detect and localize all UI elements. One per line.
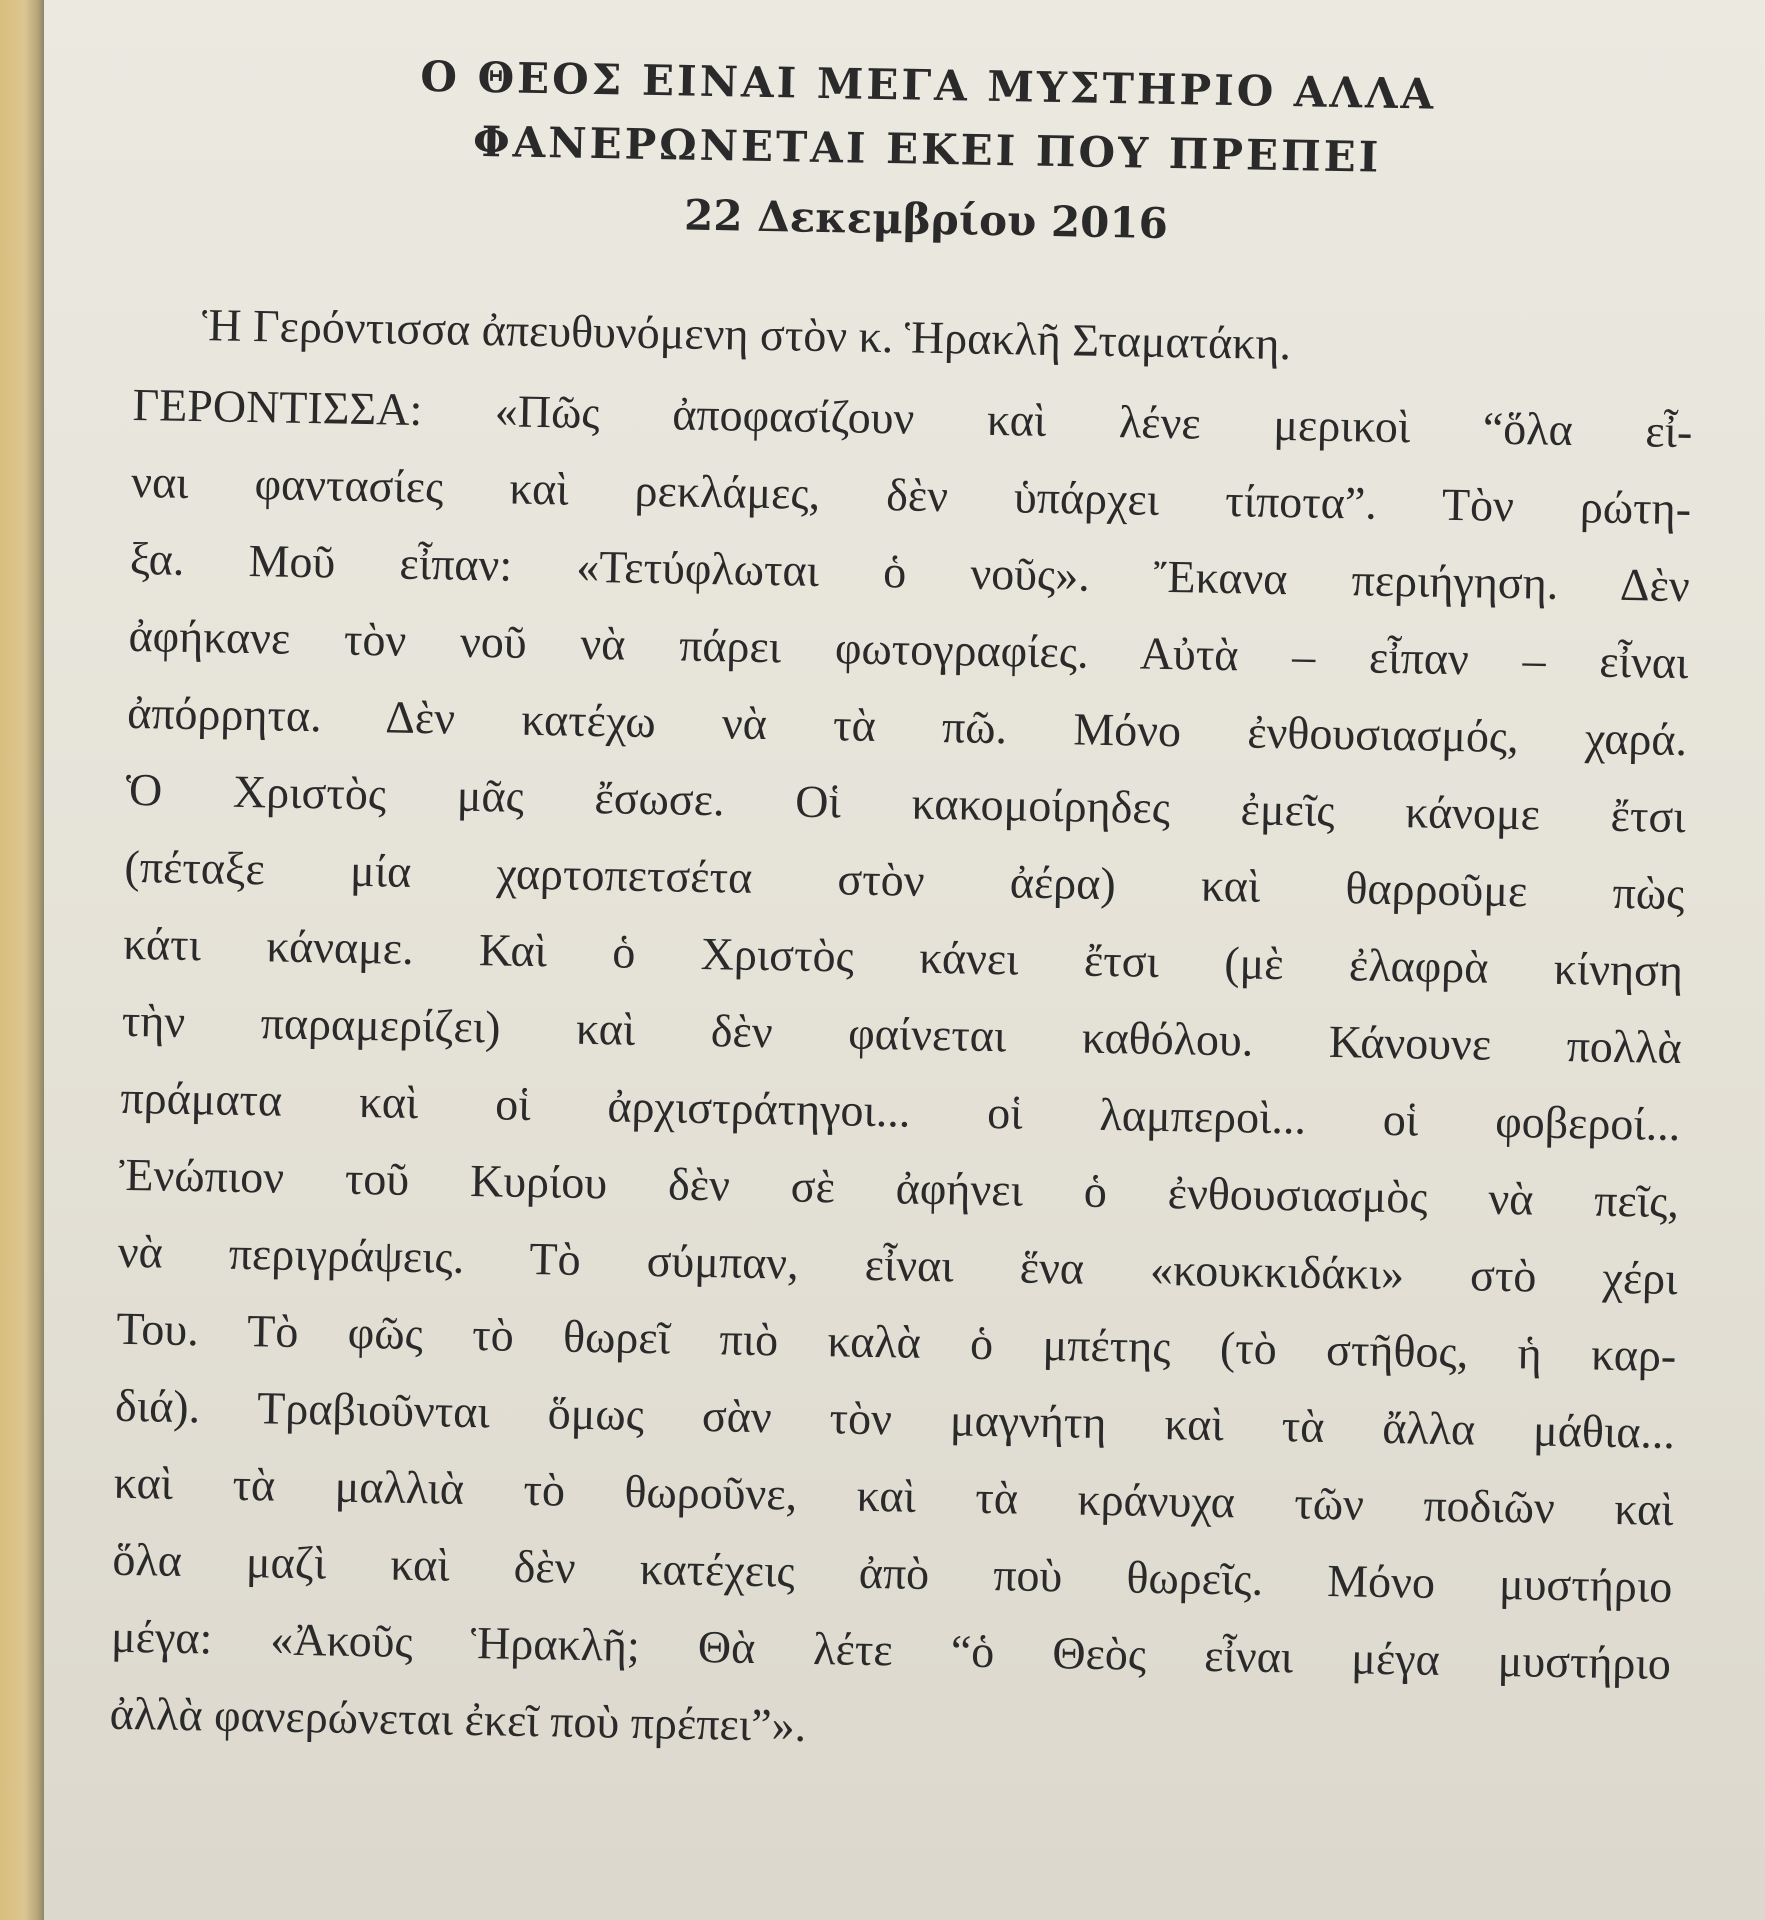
body-line: πράματα καὶ οἱ ἀρχιστράτηγοι... οἱ λαμπεροὶ... οἱ φοβεροί...	[120, 1071, 1681, 1151]
body-line: Ἐνώπιον τοῦ Κυρίου δὲν σὲ ἀφήνει ὁ ἐνθουσιασμὸς νὰ πεῖς,	[118, 1148, 1680, 1228]
body-line: (πέταξε μία χαρτοπετσέτα στὸν ἀέρα) καὶ θαρροῦμε πὼς	[124, 840, 1685, 920]
body-line: Ὁ Χριστὸς μᾶς ἔσωσε. Οἱ κακομοίρηδες ἐμεῖς κάνομε ἔτσι	[125, 763, 1687, 843]
chapter-title	[137, 40, 1699, 195]
body-line-last: ἀλλὰ φανερώνεται ἐκεῖ ποὺ πρέπει”».	[109, 1687, 807, 1751]
body-line: νὰ περιγράψεις. Τὸ σύμπαν, εἶναι ἕνα «κουκκιδάκι» στὸ χέρι	[117, 1225, 1679, 1305]
chapter-title-line-1: Ο ΘΕΟΣ ΕΙΝΑΙ ΜΕΓΑ ΜΥΣΤΗΡΙΟ ΑΛΛΑ	[419, 51, 1437, 119]
book-spine-edge	[0, 0, 44, 1920]
body-line: μέγα: «Ἀκοῦς Ἡρακλῆ; Θὰ λέτε “ὁ Θεὸς εἶναι μέγα μυστήριο	[110, 1610, 1672, 1689]
body-line: ΓΕΡΟΝΤΙΣΣΑ: «Πῶς ἀποφασίζουν καὶ λένε μερικοὶ “ὅλα εἶ-	[132, 378, 1693, 458]
chapter-date: 22 Δεκεμβρίου 2016	[683, 190, 1169, 248]
page-content	[109, 40, 1699, 1779]
body-line: ἀφήκανε τὸν νοῦ νὰ πάρει φωτογραφίες. Αὐτὰ – εἶπαν – εἶναι	[128, 609, 1689, 689]
body-line: Του. Τὸ φῶς τὸ θωρεῖ πιὸ καλὰ ὁ μπέτης (τὸ στῆθος, ἡ καρ-	[116, 1302, 1677, 1382]
body-line: τὴν παραμερίζει) καὶ δὲν φαίνεται καθόλου. Κάνουνε πολλὰ	[121, 994, 1683, 1074]
body-line: κάτι κάναμε. Καὶ ὁ Χριστὸς κάνει ἔτσι (μὲ ἐλαφρὰ κίνηση	[122, 917, 1684, 997]
body-line: καὶ τὰ μαλλιὰ τὸ θωροῦνε, καὶ τὰ κράνυχα τῶν ποδιῶν καὶ	[113, 1456, 1675, 1536]
book-page	[44, 0, 1765, 1920]
body-line: διά). Τραβιοῦνται ὅμως σὰν τὸν μαγνήτη καὶ τὰ ἄλλα μάθια...	[114, 1379, 1676, 1459]
body-line: ναι φαντασίες καὶ ρεκλάμες, δὲν ὑπάρχει τίποτα”. Τὸν ρώτη-	[130, 455, 1692, 535]
body-line: ξα. Μοῦ εἶπαν: «Τετύφλωται ὁ νοῦς». Ἔκανα περιήγηση. Δὲν	[129, 532, 1691, 612]
body-line: ὅλα μαζὶ καὶ δὲν κατέχεις ἀπὸ ποὺ θωρεῖς. Μόνο μυστήριο	[112, 1533, 1673, 1612]
intro-paragraph: Ἡ Γερόντισσα ἀπευθυνόμενη στὸν κ. Ἡρακλῆ Σταματάκη.	[201, 299, 1292, 370]
body-paragraph	[109, 366, 1693, 1779]
body-line: ἀπόρρητα. Δὲν κατέχω νὰ τὰ πῶ. Μόνο ἐνθουσιασμός, χαρά.	[126, 686, 1688, 766]
chapter-title-line-2: ΦΑΝΕΡΩΝΕΤΑΙ ΕΚΕΙ ΠΟΥ ΠΡΕΠΕΙ	[472, 116, 1382, 182]
